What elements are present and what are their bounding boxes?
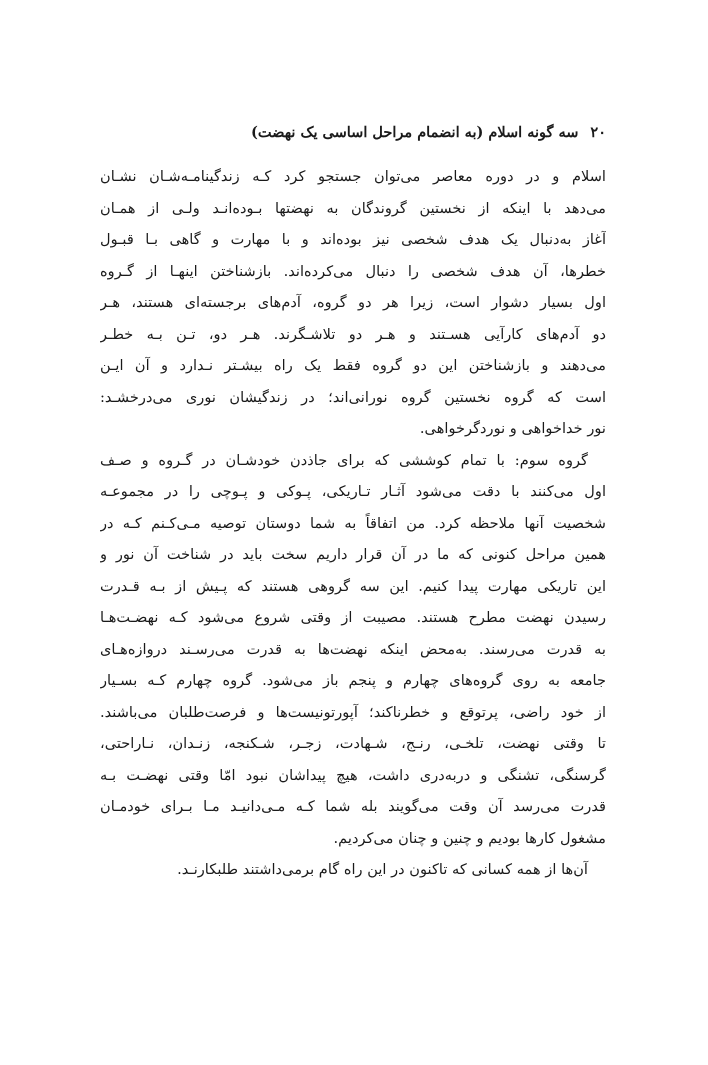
text-line: گروه سوم: با تمام کوششی که برای جاذدن خودشـان در گـروه و صـف [100,451,588,469]
text-line: اول می‌کنند با دقت می‌شود آثـار تـاریکی، پـوکی و پـوچی را در مجموعـه [100,483,606,500]
running-header-title: سه گونه اسلام (به انضمام مراحل اساسی یک نهضت) [251,123,579,141]
page-number: ۲۰ [590,123,606,141]
text-line: به قدرت می‌رسند. به‌محض اینکه نهضت‌ها به قدرت می‌رسـند دروازه‌هـای [100,640,606,658]
text-line: می‌دهد با اینکه از نخستین گروندگان به نهضتها بـوده‌انـد ولـی از همـان [100,199,606,217]
text-line: آن‌ها از همه کسانی که تاکنون در این راه گام برمی‌داشتند طلبکارنـد. [177,861,588,878]
text-line: اسلام و در دوره معاصر می‌توان جستجو کرد کـه زندگینامـه‌شـان نشـان [100,168,606,185]
text-line: مشغول کارها بودیم و چنین و چنان می‌کردیم. [333,829,606,847]
text-line: تا وقتی نهضت، تلخـی، رنـج، شـهادت، زجـر، شـکنجه، زنـدان، نـاراحتی، [100,735,606,752]
text-line: رسیدن نهضت مطرح هستند. مصیبت از وقتی شروع می‌شود کـه نهضـت‌هـا [100,609,606,626]
text-line: قدرت می‌رسد آن وقت می‌گویند بله شما کـه مـی‌دانیـد مـا بـرای خودمـان [100,798,606,815]
paragraph [100,854,606,886]
paragraph [100,445,606,855]
text-line: خطرها، آن هدف شخصی را دنبال می‌کرده‌اند. بازشناختن اینهـا از گـروه [100,262,606,280]
paragraph [100,161,606,445]
text-line: آغاز به‌دنبال یک هدف شخصی نیز بوده‌اند و با مهارت و گاهی بـا قبـول [100,231,606,248]
text-line: جامعه به روی گروه‌های چهارم و پنجم باز می‌شود. گروه چهارم کـه بسـیار [100,672,606,689]
text-line: اول بسیار دشوار است، زیرا هر دو گروه، آدم‌های برجسته‌ای هستند، هـر [100,294,606,311]
text-line: است که گروه نخستین گروه نورانی‌اند؛ در زندگیشان نوری می‌درخشـد: [100,388,606,406]
text-line: دو آدم‌های کارآیی هسـتند و هـر دو تلاشـگرند. هـر دو، تـن بـه خطـر [100,325,606,343]
text-line: گرسنگی، تشنگی و دربه‌دری داشت، هیچ پیداشان نبود امّا وقتی نهضـت بـه [100,766,606,784]
text-line: شخصیت آنها ملاحظه کرد. من اتفاقاً به شما دوستان توصیه مـی‌کـنم کـه در [100,514,606,532]
body-text [100,161,606,886]
text-line: همین مراحل کنونی که ما در آن قرار داریم سخت باید در شناخت آن نور و [100,546,606,563]
text-line: از خود راضی، پرتوقع و خطرناکند؛ آپورتونیست‌ها و فرصت‌طلبان می‌باشند. [100,703,606,721]
running-header [102,118,606,146]
text-line: این تاریکی مهارت پیدا کنیم. این سه گروهی هستند که پـیش از بـه قـدرت [100,577,606,595]
text-line: نور خداخواهی و نوردگرخواهی. [419,420,606,437]
text-line: می‌دهند و بازشناختن این دو گروه فقط یک راه بیشـتر نـدارد و آن ایـن [100,357,606,374]
